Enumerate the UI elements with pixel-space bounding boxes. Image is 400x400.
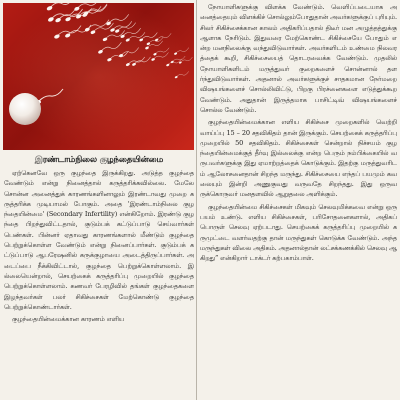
right-paragraph-3: குழந்தையின்மை சிகிச்சைகள் மிகவும் செலவுமிக்கவை என்று ஒரு பயம் உண்டு. எளிய சிகிச்சைகள், பரிசோதனைகளால், அதிகப் பொருள் செலவு ஏற்படாது. செயற்கைக் கருத்தரிப்பு முறையில் கருமுட்டை வளர்வதற்கு தான் மருந்துகள் கொடுக்க வேண்டும். அந்த மருந்துகள் விலை அதிகம். அதனால்தான் லட்சக்கணக்கில் செலவு ஆகிறது” என்கிறார் டாக்டர் கற்பகாம்பாள். <box>200 202 397 263</box>
left-paragraph-1: ஏற்கெனவே ஒரு குழந்தை இருக்கிறது. அடுத்த குழந்தை வேண்டும் என்று நினைத்தால் கருத்தரிக்கவில்லை. மேலே சொன்ன அனைத்துக் காரணங்களினாலும் இரண்டாவது முறை கருத்தரிக்க முடியாமல் போகும். அதை 'இரண்டாம்நிலை குழந்தையின்மை' (Secondary Infertility) என்கிறோம். இரண்டு குழந்தை பிறந்துவிட்டதால், குடும்பக் கட்டுப்பாடு செய்வார்கள் பெண்கள். பின்னர் ஏதாவது காரணங்களால் மீண்டும் குழந்தை பெற்றுக்கொள்ள வேண்டும் என்று நினைப்பார்கள். குடும்பக் கட்டுப்பாடு ஆபரேஷனில் கருக்குழாயை அடைத்திருப்பார்கள். அடைப்பை நீக்கிவிட்டால், குழந்தை பெற்றுக்கொள்ளலாம். இல்லையென்றால், செயற்கைக் கருத்தரிப்பு முறையில் குழந்தை பெற்றுக்கொள்ளலாம். கணவர் பேரழிவில் தங்கள் குழந்தைகளை இழந்தவர்கள் பலர் சிகிச்சைகள் மேற்கொண்டு குழந்தை பெற்றுக்கொண்டார்கள். <box>4 169 194 311</box>
left-column <box>4 154 194 400</box>
sperm-egg-illustration <box>3 3 194 150</box>
right-column <box>200 2 397 400</box>
right-paragraph-2: குழந்தையின்மைக்கான எளிய சிகிச்சை முறைகளில் வெற்றி வாய்ப்பு 15 – 20 சதவிகிதம் தான் இருக்கும். செயற்கைக் கருத்தரிப்பு முறையில் 50 சதவிகிதம். சிகிச்சைகள் சென்றால் நிச்சயம் குழந்தையின்மைக்குத் தீர்வு இல்லைக்கு என்ற பெரும் நம்பிக்கையில் வருபவர்களுக்கு இது ஏமாற்றத்தைக் கொடுக்கும். இதற்கு மருத்துவரிடம் ஆலோசனைதான் சிறந்த மருந்து. சிகிச்சையை எந்தப் பயமும் கவலையும் இன்றி அணுகுவது வருவதே சிறந்தது. இது ஒருவருக்கொருவர் மனதளவில் ஆறுதலை அளிக்கும். <box>200 118 397 199</box>
column-divider <box>196 0 197 400</box>
egg-cell <box>9 93 41 125</box>
sperm-swimming-toward-egg-image <box>3 3 194 150</box>
left-paragraph-2: குழந்தையின்மைக்கான காரணம் எளிய <box>12 315 125 324</box>
section-heading: இரண்டாம்நிலை குழந்தையின்மை <box>34 154 164 164</box>
right-paragraph-1: நோயாளிகளுக்கு விளக்க வேண்டும். வெளிப்படையாக அனைத்தையும் விளக்கிச் சொல்லும்போதுதான் அவர்களுக்குப் புரியும். சிலர் சிகிச்சைக்கான காலம் அதிகரிப்பதால் திடீர் மன அழுத்தத்துக்கு ஆளாக நேரிடும். இதுவரை மேற்கொண்ட சிகிச்சையே போதும் என்ற மனநிலைக்கு வந்துவிடுவார்கள். அவர்களிடம் உண்மை நிலவரத்தைக் கூறி, சிகிச்சையைத் தொடரவைக்க வேண்டும். முதலில் நோயாளிகளிடம் மருத்துவர் குறைகளைச் சொன்னால் தளர்ந்துவிடுவார்கள். அதனால் அவர்களுக்குச் சாதகமான நேர்மறை விஷயங்களைச் சொல்லிவிட்டு, பிறகு பிரச்னைகளை எடுத்துக்கூற வேண்டும். அதுதான் இருத்தமாக பாசிட்டிவ் விஷயங்களைச் சொல்ல வேண்டும். <box>200 3 397 114</box>
